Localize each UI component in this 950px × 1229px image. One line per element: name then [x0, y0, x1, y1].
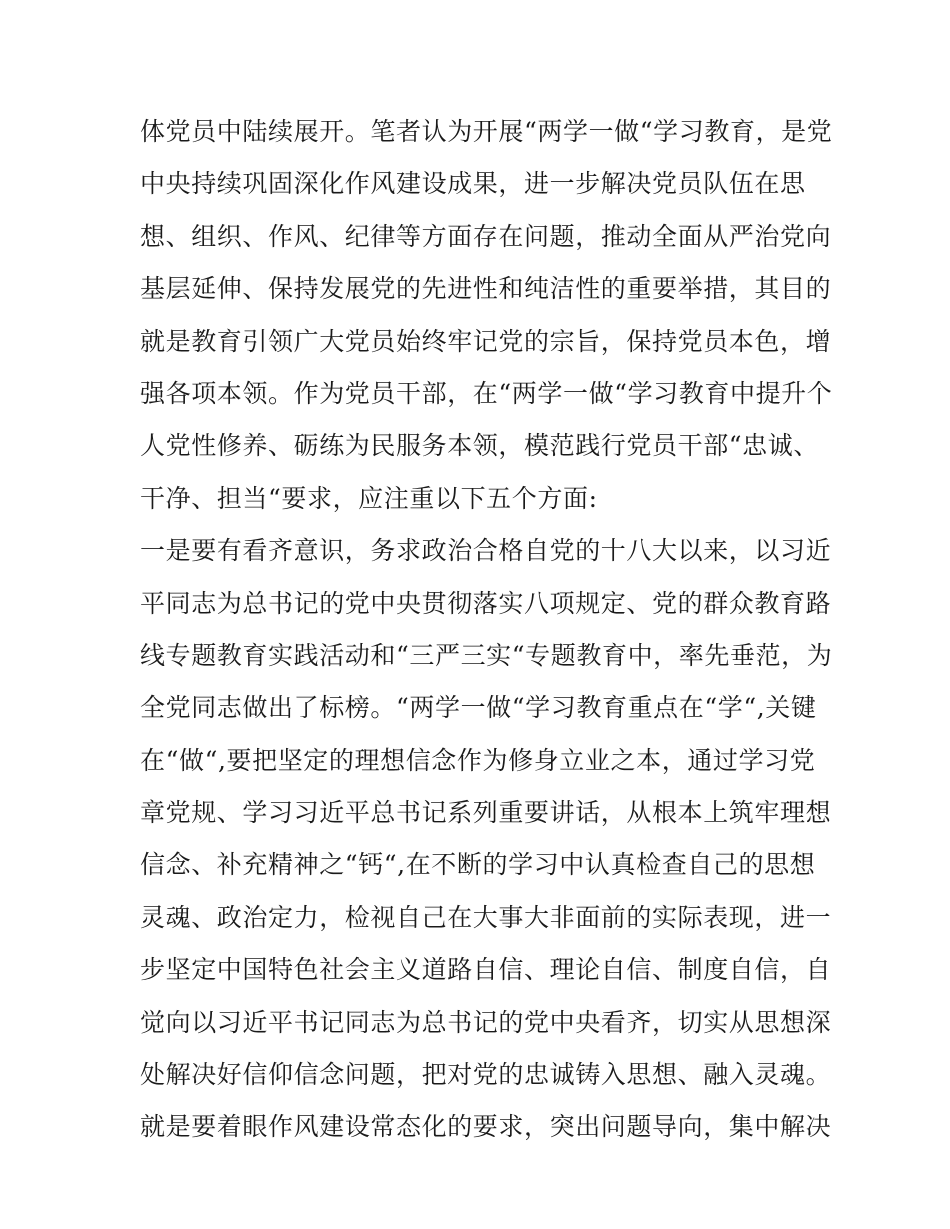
text-line: 觉向以习近平书记同志为总书记的党中央看齐，切实从思想深: [140, 1007, 832, 1037]
text-line: 基层延伸、保持发展党的先进性和纯洁性的重要举措，其目的: [140, 274, 832, 304]
text-line: 中央持续巩固深化作风建设成果，进一步解决党员队伍在思: [140, 169, 806, 199]
text-line: 灵魂、政治定力，检视自己在大事大非面前的实际表现，进一: [140, 902, 832, 932]
text-line: 就是教育引领广大党员始终牢记党的宗旨，保持党员本色，增: [140, 326, 832, 356]
text-line: 步坚定中国特色社会主义道路自信、理论自信、制度自信，自: [140, 955, 832, 985]
body-text: [140, 106, 833, 1154]
text-line: 处解决好信仰信念问题，把对党的忠诚铸入思想、融入灵魂。: [140, 1060, 832, 1090]
text-line: 干净、担当“要求，应注重以下五个方面:: [140, 483, 598, 513]
text-line: 体党员中陆续展开。笔者认为开展“两学一做“学习教育，是党: [140, 117, 833, 146]
text-line: 人党性修养、砺练为民服务本领，模范践行党员干部“忠诚、: [140, 431, 819, 461]
text-line: 信念、补充精神之“钙“,在不断的学习中认真检查自己的思想: [140, 850, 816, 880]
text-line: 一是要有看齐意识，务求政治合格自党的十八大以来，以习近: [140, 536, 832, 566]
text-line: 全党同志做出了标榜。“两学一做“学习教育重点在“学“,关键: [140, 693, 817, 723]
text-line: 章党规、学习习近平总书记系列重要讲话，从根本上筑牢理想: [140, 798, 832, 828]
text-line: 就是要着眼作风建设常态化的要求，突出问题导向，集中解决: [140, 1112, 832, 1142]
text-line: 强各项本领。作为党员干部，在“两学一做“学习教育中提升个: [140, 378, 833, 408]
text-line: 平同志为总书记的党中央贯彻落实八项规定、党的群众教育路: [140, 588, 832, 618]
text-line: 在“做“,要把坚定的理想信念作为修身立业之本，通过学习党: [140, 745, 816, 775]
text-line: 线专题教育实践活动和“三严三实“专题教育中，率先垂范，为: [140, 640, 833, 670]
text-line: 想、组织、作风、纪律等方面存在问题，推动全面从严治党向: [140, 221, 832, 251]
